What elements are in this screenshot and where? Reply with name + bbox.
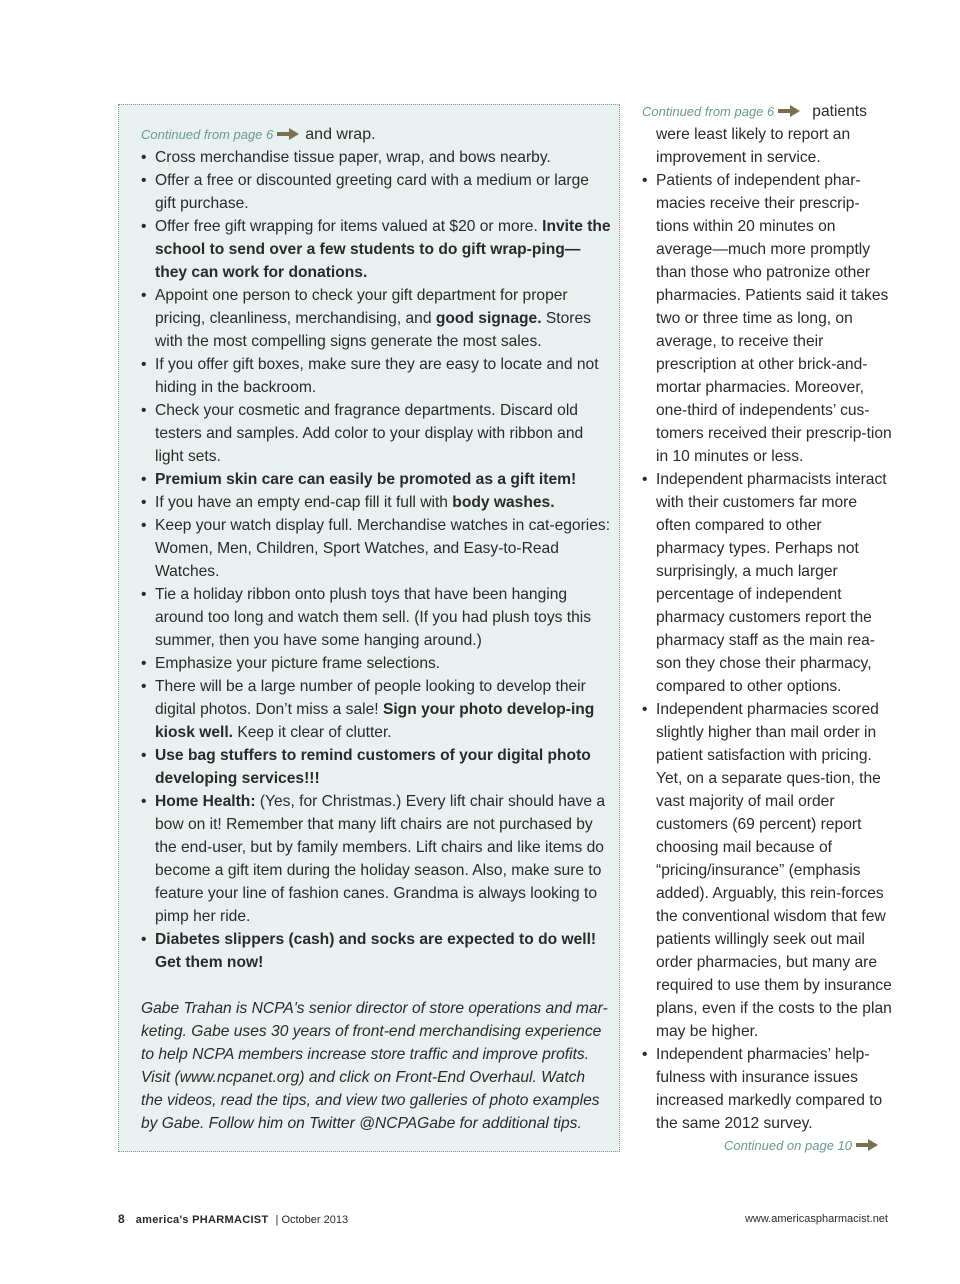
arrow-right-icon xyxy=(778,105,800,117)
sidebar-lead xyxy=(141,123,611,146)
text: (Yes, for Christmas.) Every lift chair should have a bow on it! Remember that many lift chairs are not purchased by the end-user, but by family members. Lift chairs and like items do become a gift item during the holiday season. Also, make sure to feature your line of fashion canes. Grandma is always looking to pimp her ride. xyxy=(155,793,606,925)
list-item xyxy=(141,790,611,928)
sidebar-lead-text: and wrap. xyxy=(305,126,376,143)
text: Emphasize your picture frame selections. xyxy=(155,655,441,672)
text: Independent pharmacists interact with their customers far more often compared to other pharmacy types. Perhaps not surprisingly, a much larger percentage of independent pharmacy customers report the pharmacy staff as the main rea-son they chose their pharmacy, compared to other options. xyxy=(656,471,887,695)
continued-from-label-right: Continued from page 6 xyxy=(642,104,775,119)
issue-date: | October 2013 xyxy=(275,1214,349,1226)
list-item xyxy=(141,652,611,675)
text: Stores with the most compelling signs generate the most sales. xyxy=(155,310,591,350)
text: Offer a free or discounted greeting card with a medium or large gift purchase. xyxy=(155,172,589,212)
text: Offer free gift wrapping for items valued at $20 or more. xyxy=(155,218,543,235)
magazine-title: america's PHARMACIST xyxy=(135,1214,269,1226)
list-item xyxy=(141,353,611,399)
list-item xyxy=(642,468,892,698)
list-item xyxy=(141,169,611,215)
list-item xyxy=(141,468,611,491)
website-link[interactable]: www.americaspharmacist.net xyxy=(744,1213,888,1225)
bold-text: Invite the school to send over a few students to do gift wrap-ping—they can work for donations. xyxy=(155,218,611,281)
bold-text: Sign your photo develop-ing kiosk well. xyxy=(155,701,595,741)
text: If you have an empty end-cap fill it full with xyxy=(155,494,453,511)
list-item xyxy=(141,928,611,974)
bold-text: Home Health: xyxy=(155,793,256,810)
text: Keep it clear of clutter. xyxy=(233,724,392,741)
text: Tie a holiday ribbon onto plush toys that have been hanging around too long and watch them sell. (If you had plush toys this summer, then you have some hanging around.) xyxy=(155,586,592,649)
right-lead xyxy=(642,100,892,123)
list-item xyxy=(141,491,611,514)
bold-text: good signage. xyxy=(435,310,542,327)
list-item xyxy=(141,744,611,790)
sidebar-tips-list xyxy=(141,146,611,974)
list-item xyxy=(141,583,611,652)
list-item xyxy=(141,675,611,744)
continued-on-block xyxy=(642,1137,892,1155)
arrow-right-icon xyxy=(856,1139,878,1151)
list-item xyxy=(141,215,611,284)
list-item xyxy=(642,698,892,1043)
bold-text: Use bag stuffers to remind customers of your digital photo developing services!!! xyxy=(155,747,591,787)
continued-from-label: Continued from page 6 xyxy=(141,127,274,142)
bold-text: body washes. xyxy=(452,494,555,511)
text: Independent pharmacies scored slightly higher than mail order in patient satisfaction with pricing. Yet, on a separate ques-tion, the vast majority of mail order customers (69 percent) report choosing mail because of “pricing/insurance” (emphasis added). Arguably, this rein-forces the conventional wisdom that few patients willingly seek out mail order pharmacies, but many are required to use them by insurance plans, even if the costs to the plan may be higher. xyxy=(656,701,892,1040)
survey-findings-list xyxy=(642,169,892,1135)
list-item xyxy=(141,284,611,353)
text: Appoint one person to check your gift department for proper pricing, cleanliness, merchandising, and xyxy=(155,287,568,327)
page-number: 8 xyxy=(118,1212,125,1226)
list-item xyxy=(141,399,611,468)
right-lead-rest: were least likely to report an improvement in service. xyxy=(656,126,851,166)
bold-text: Diabetes slippers (cash) and socks are expected to do well! Get them now! xyxy=(155,931,597,971)
text: There will be a large number of people looking to develop their digital photos. Don’t miss a sale! xyxy=(155,678,586,718)
list-item xyxy=(141,514,611,583)
list-item xyxy=(141,146,611,169)
text: If you offer gift boxes, make sure they are easy to locate and not hiding in the backroom. xyxy=(155,356,599,396)
text: Check your cosmetic and fragrance departments. Discard old testers and samples. Add color to your display with ribbon and light sets. xyxy=(155,402,584,465)
arrow-right-icon xyxy=(277,128,299,140)
right-lead-text: patients xyxy=(812,103,867,120)
text: Cross merchandise tissue paper, wrap, and bows nearby. xyxy=(155,149,551,166)
bold-text: Premium skin care can easily be promoted as a gift item! xyxy=(155,471,577,488)
page-footer xyxy=(118,1210,888,1228)
text: Independent pharmacies’ help-fulness with insurance issues increased markedly compared to the same 2012 survey. xyxy=(656,1046,883,1132)
sidebar-box xyxy=(118,104,620,1152)
right-column xyxy=(642,100,892,1155)
continued-on-label: Continued on page 10 xyxy=(724,1138,852,1153)
list-item xyxy=(642,1043,892,1135)
author-bio: Gabe Trahan is NCPA's senior director of store operations and mar-keting. Gabe uses 30 years of front-end merchandising experience to help NCPA members increase store traffic and improve profits. Visit (www.ncpanet.org) and click on Front-End Overhaul. Watch the videos, read the tips, and view two galleries of photo examples by Gabe. Follow him on Twitter @NCPAGabe for additional tips. xyxy=(141,1000,608,1132)
sidebar-content xyxy=(141,123,611,1135)
text: Keep your watch display full. Merchandise watches in cat-egories: Women, Men, Children, Sport Watches, and Easy-to-Read Watches. xyxy=(155,517,611,580)
text: Patients of independent phar-macies receive their prescrip-tions within 20 minutes on average—much more promptly than those who patronize other pharmacies. Patients said it takes two or three time as long, on average, to receive their prescription at other brick-and-mortar pharmacies. Moreover, one-third of independents’ cus-tomers received their prescrip-tion in 10 minutes or less. xyxy=(656,172,892,465)
list-item xyxy=(642,169,892,468)
